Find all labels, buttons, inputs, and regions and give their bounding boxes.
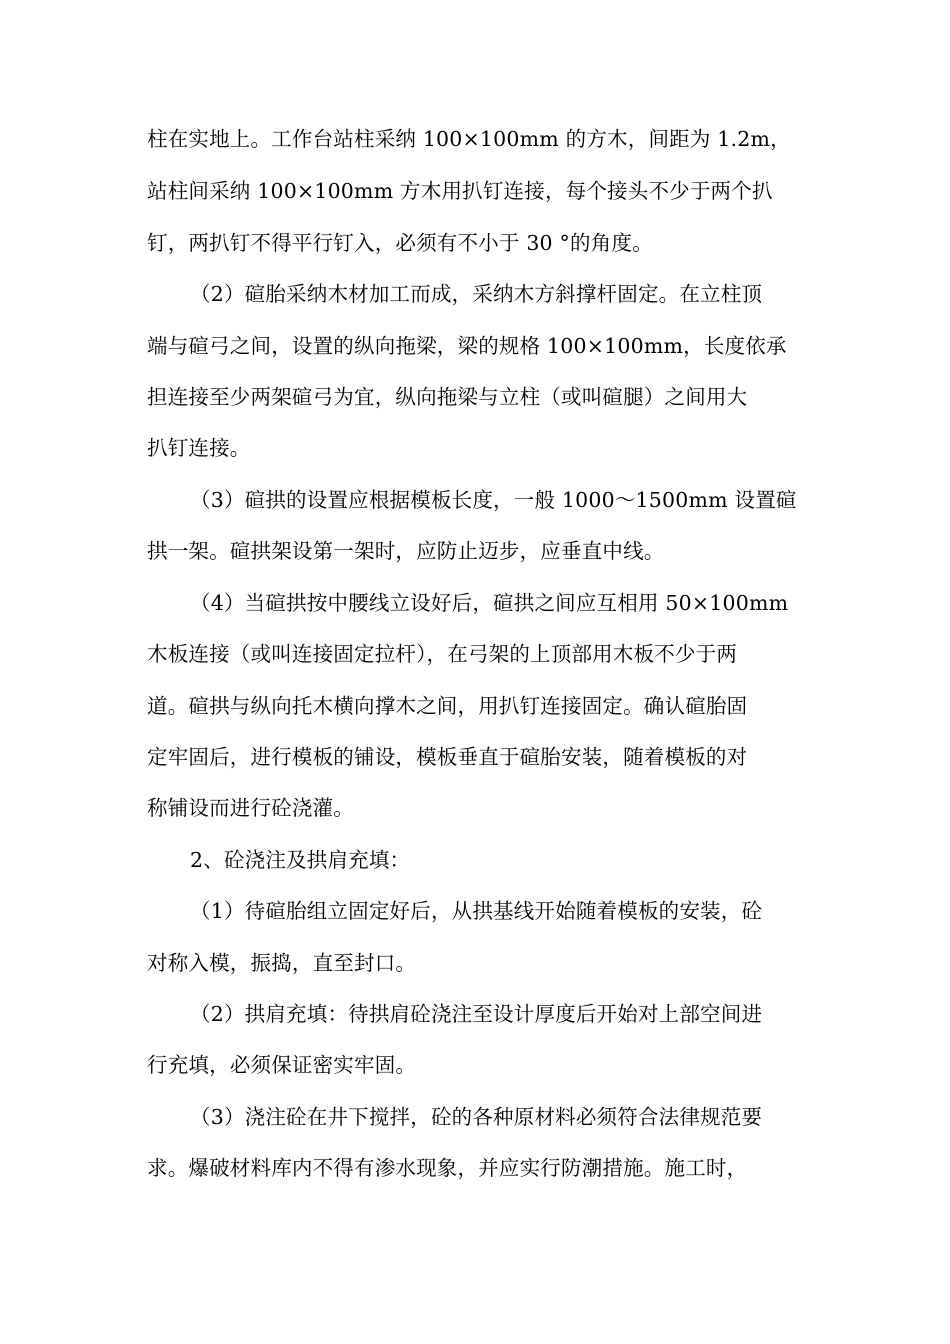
text-line-3: 钉，两扒钉不得平行钉入，必须有不小于 30 °的角度。: [147, 231, 653, 255]
text-line-2: 站柱间采纳 100×100mm 方木用扒钉连接，每个接头不少于两个扒: [147, 179, 773, 203]
text-line-15: 2、砼浇注及拱肩充填：: [190, 848, 411, 872]
text-line-14: 称铺设而进行砼浇灌。: [147, 796, 354, 820]
text-line-16: （1）待碹胎组立固定好后，从拱基线开始随着模板的安装，砼: [190, 899, 763, 923]
text-line-9: 拱一架。碹拱架设第一架时，应防止迈步，应垂直中线。: [147, 539, 665, 563]
text-line-8: （3）碹拱的设置应根据模板长度，一般 1000～1500mm 设置碹: [190, 488, 797, 512]
text-line-7: 扒钉连接。: [147, 436, 251, 460]
text-line-20: （3）浇注砼在井下搅拌，砼的各种原材料必须符合法律规范要: [190, 1105, 763, 1129]
text-line-12: 道。碹拱与纵向托木横向撑木之间，用扒钉连接固定。确认碹胎固: [147, 694, 748, 718]
text-line-5: 端与碹弓之间，设置的纵向拖梁，梁的规格 100×100mm，长度依承: [147, 334, 787, 358]
text-line-10: （4）当碹拱按中腰线立设好后，碹拱之间应互相用 50×100mm: [190, 591, 789, 615]
text-line-19: 行充填，必须保证密实牢固。: [147, 1053, 417, 1077]
text-line-21: 求。爆破材料库内不得有渗水现象，并应实行防潮措施。施工时，: [147, 1156, 748, 1180]
text-line-18: （2）拱肩充填：待拱肩砼浇注至设计厚度后开始对上部空间进: [190, 1002, 763, 1026]
text-line-11: 木板连接（或叫连接固定拉杆），在弓架的上顶部用木板不少于两: [147, 642, 738, 666]
text-line-1: 柱在实地上。工作台站柱采纳 100×100mm 的方木，间距为 1.2m，: [147, 127, 791, 151]
text-line-4: （2）碹胎采纳木材加工而成，采纳木方斜撑杆固定。在立柱顶: [190, 282, 763, 306]
text-line-17: 对称入模，振捣，直至封口。: [147, 951, 417, 975]
text-line-6: 担连接至少两架碹弓为宜，纵向拖梁与立柱（或叫碹腿）之间用大: [147, 385, 748, 409]
text-line-13: 定牢固后，进行模板的铺设，模板垂直于碹胎安装，随着模板的对: [147, 745, 748, 769]
